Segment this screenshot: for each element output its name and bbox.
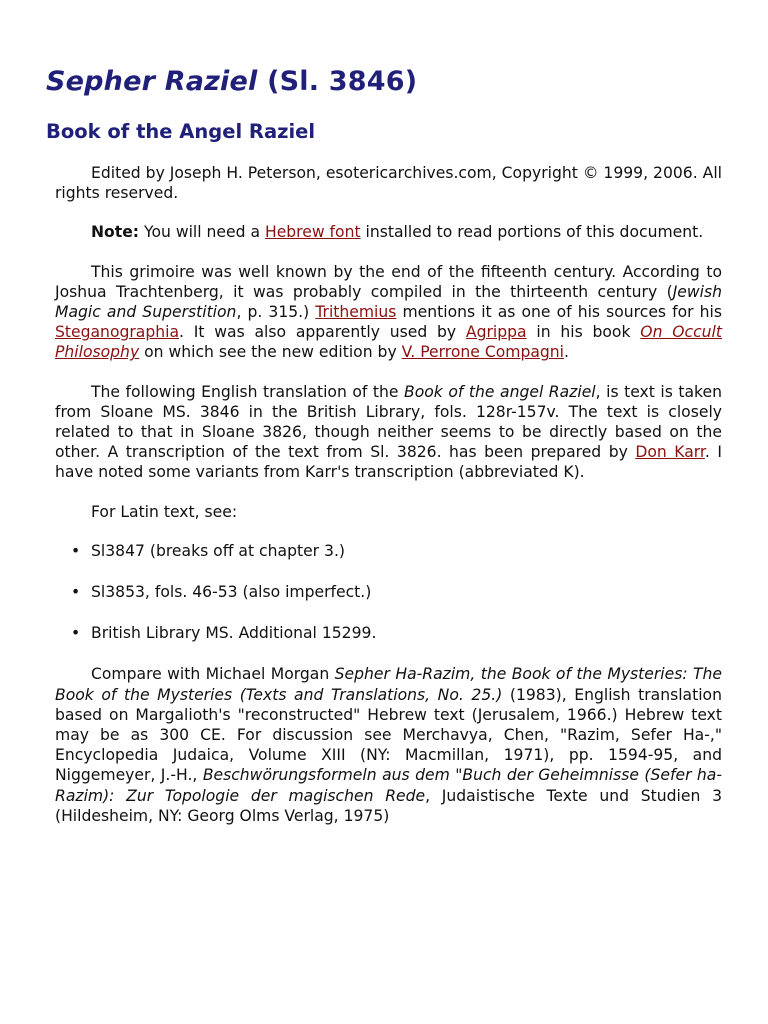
bullet-icon: •: [71, 624, 81, 643]
note-paragraph: [55, 222, 722, 242]
history-text: .: [564, 343, 569, 362]
list-item: [71, 541, 722, 561]
don-karr-link[interactable]: Don Karr: [635, 443, 705, 462]
title-italic: Sepher Raziel: [46, 66, 258, 97]
occult-philosophy-title: On Occult Philosophy: [55, 323, 722, 362]
list-item: [71, 623, 722, 643]
copyright-paragraph: Edited by Joseph H. Peterson, esotericarchives.com, Copyright © 1999, 2006. All rights reserved.: [55, 164, 722, 203]
history-text: mentions it as one of his sources for his: [396, 303, 722, 322]
history-text: . It was also apparently used by: [179, 323, 466, 342]
latin-intro-paragraph: For Latin text, see:: [91, 502, 238, 521]
list-item: [71, 582, 722, 602]
history-text: This grimoire was well known by the end of the fifteenth century. According to Joshua Trachtenberg, it was probably compiled in the thirteenth century (: [55, 262, 722, 301]
bullet-icon: •: [71, 541, 81, 560]
history-text: in his book: [526, 323, 641, 342]
hebrew-font-link[interactable]: Hebrew font: [264, 223, 361, 242]
list-item-text: Sl3847 (breaks off at chapter 3.): [91, 541, 345, 560]
latin-text-list: [55, 541, 722, 644]
translation-paragraph: [55, 382, 722, 483]
translation-text: . I have noted some variants from Karr's transcription (abbreviated K).: [55, 443, 722, 482]
translation-text: The following English translation of the: [91, 382, 405, 401]
document-body: [55, 163, 722, 845]
list-item-text: British Library MS. Additional 15299.: [91, 624, 377, 643]
trithemius-link[interactable]: Trithemius: [315, 303, 397, 322]
book-title-raziel: Book of the angel Raziel: [404, 382, 596, 401]
note-text: You will need a: [139, 223, 265, 242]
bullet-icon: •: [71, 583, 81, 602]
book-title-sepher-ha-razim: Sepher Ha-Razim, the Book of the Mysteries: The Book of the Mysteries (Texts and Translations, No. 25.): [55, 665, 723, 704]
perrone-compagni-link[interactable]: V. Perrone Compagni: [401, 343, 565, 362]
compare-text: , Judaistische Texte und Studien 3 (Hildesheim, NY: Georg Olms Verlag, 1975): [55, 786, 722, 825]
note-label: Note:: [91, 223, 140, 242]
page-title: [46, 66, 417, 97]
book-title-jewish-magic: Jewish Magic and Superstition: [55, 282, 722, 322]
agrippa-link[interactable]: Agrippa: [465, 323, 527, 342]
compare-text: (1983), English translation based on Margalioth's "reconstructed" Hebrew text (Jerusalem, 1966.) Hebrew text may be as 300 CE. For discussion see Merchavya, Chen, "Razim, Sefer Ha-," Encyclopedia Judaica, Volume XIII (NY: Macmillan, 1971), pp. 1594-95, and Niggemeyer, J.-H.,: [55, 685, 722, 785]
compare-text: Compare with Michael Morgan: [91, 665, 335, 684]
steganographia-link[interactable]: Steganographia: [55, 323, 180, 342]
history-paragraph: [55, 262, 722, 363]
note-text-end: installed to read portions of this document.: [360, 223, 704, 242]
history-text: on which see the new edition by: [139, 343, 402, 362]
translation-text: , is text is taken from Sloane MS. 3846 in the British Library, fols. 128r-157v. The text is closely related to that in Sloane 3826, though neither seems to be directly based on the other. A transcription of the text from Sl. 3826. has been prepared by: [55, 382, 722, 462]
book-title-beschworungsformeln: Beschwörungsformeln aus dem "Buch der Geheimnisse (Sefer ha-Razim): Zur Topologie der magischen Rede: [55, 766, 722, 805]
compare-paragraph: [55, 664, 722, 826]
history-text: , p. 315.): [236, 303, 316, 322]
page-subtitle: Book of the Angel Raziel: [46, 120, 316, 143]
title-rest: (Sl. 3846): [267, 66, 418, 97]
list-item-text: Sl3853, fols. 46-53 (also imperfect.): [91, 583, 372, 602]
